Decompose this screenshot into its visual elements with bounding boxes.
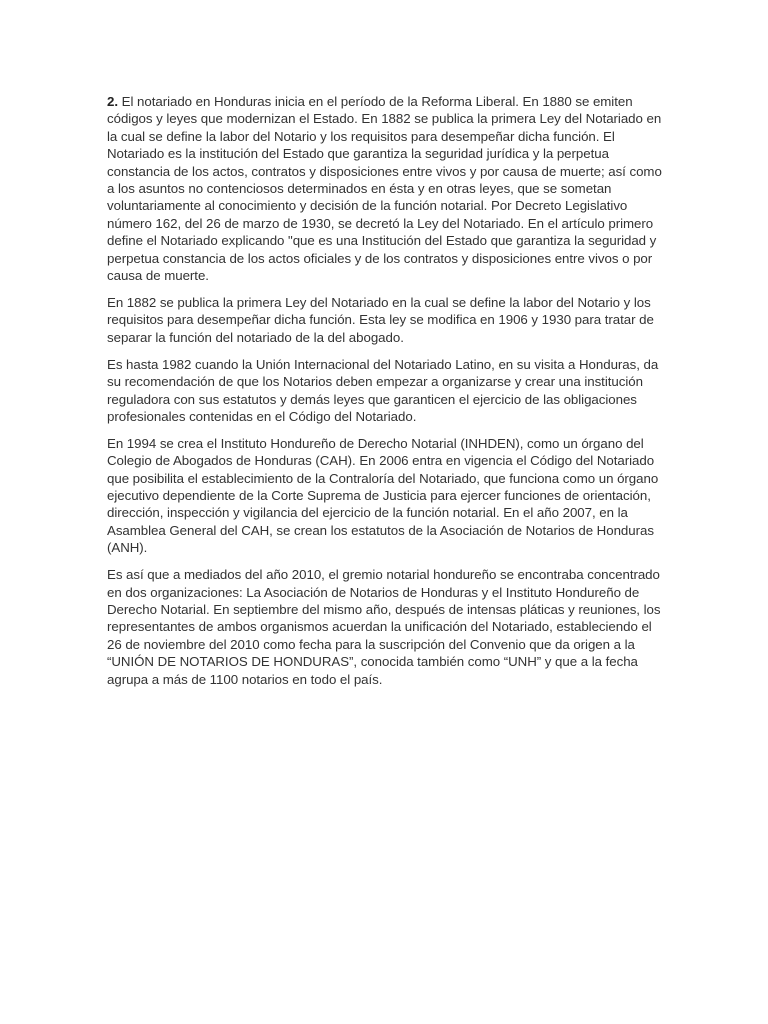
document-page	[107, 93, 663, 698]
paragraph-2: En 1882 se publica la primera Ley del Notariado en la cual se define la labor del Notario y los requisitos para desempeñar dicha función. Esta ley se modifica en 1906 y 1930 para tratar de separar la función del notariado de la del abogado.	[107, 294, 654, 345]
paragraph-3: Es hasta 1982 cuando la Unión Internacional del Notariado Latino, en su visita a Honduras, da su recomendación de que los Notarios deben empezar a organizarse y crear una institución reguladora con sus estatutos y demás leyes que garanticen el ejercicio de las obligaciones profesionales contenidas en el Código del Notariado.	[107, 356, 659, 424]
paragraph-1-text: El notariado en Honduras inicia en el período de la Reforma Liberal. En 1880 se emiten códigos y leyes que modernizan el Estado. En 1882 se publica la primera Ley del Notariado en la cual se define la labor del Notario y los requisitos para desempeñar dicha función. El Notariado es la institución del Estado que garantiza la seguridad jurídica y la perpetua constancia de los actos, contratos y disposiciones entre vivos y por causa de muerte; así como a los asuntos no contenciosos determinados en ésta y en otras leyes, que se sometan voluntariamente al conocimiento y decisión de la función notarial. Por Decreto Legislativo número 162, del 26 de marzo de 1930, se decretó la Ley del Notariado. En el artículo primero define el Notariado explicando "que es una Institución del Estado que garantiza la seguridad y perpetua constancia de los actos oficiales y de los contratos y disposiciones entre vivos o por causa de muerte.	[107, 94, 662, 284]
paragraph-1	[107, 93, 663, 284]
paragraph-5: Es así que a mediados del año 2010, el gremio notarial hondureño se encontraba concentrado en dos organizaciones: La Asociación de Notarios de Honduras y el Instituto Hondureño de Derecho Notarial. En septiembre del mismo año, después de intensas pláticas y reuniones, los representantes de ambos organismos acuerdan la unificación del Notariado, estableciendo el 26 de noviembre del 2010 como fecha para la suscripción del Convenio que da origen a la “UNIÓN DE NOTARIOS DE HONDURAS”, conocida también como “UNH” y que a la fecha agrupa a más de 1100 notarios en todo el país.	[107, 567, 661, 687]
paragraph-4: En 1994 se crea el Instituto Hondureño de Derecho Notarial (INHDEN), como un órgano del Colegio de Abogados de Honduras (CAH). En 2006 entra en vigencia el Código del Notariado que posibilita el establecimiento de la Contraloría del Notariado, que funciona como un órgano ejecutivo dependiente de la Corte Suprema de Justicia para ejercer funciones de orientación, dirección, inspección y vigilancia del ejercicio de la función notarial. En el año 2007, en la Asamblea General del CAH, se crean los estatutos de la Asociación de Notarios de Honduras (ANH).	[107, 435, 659, 556]
section-number: 2.	[107, 94, 118, 109]
